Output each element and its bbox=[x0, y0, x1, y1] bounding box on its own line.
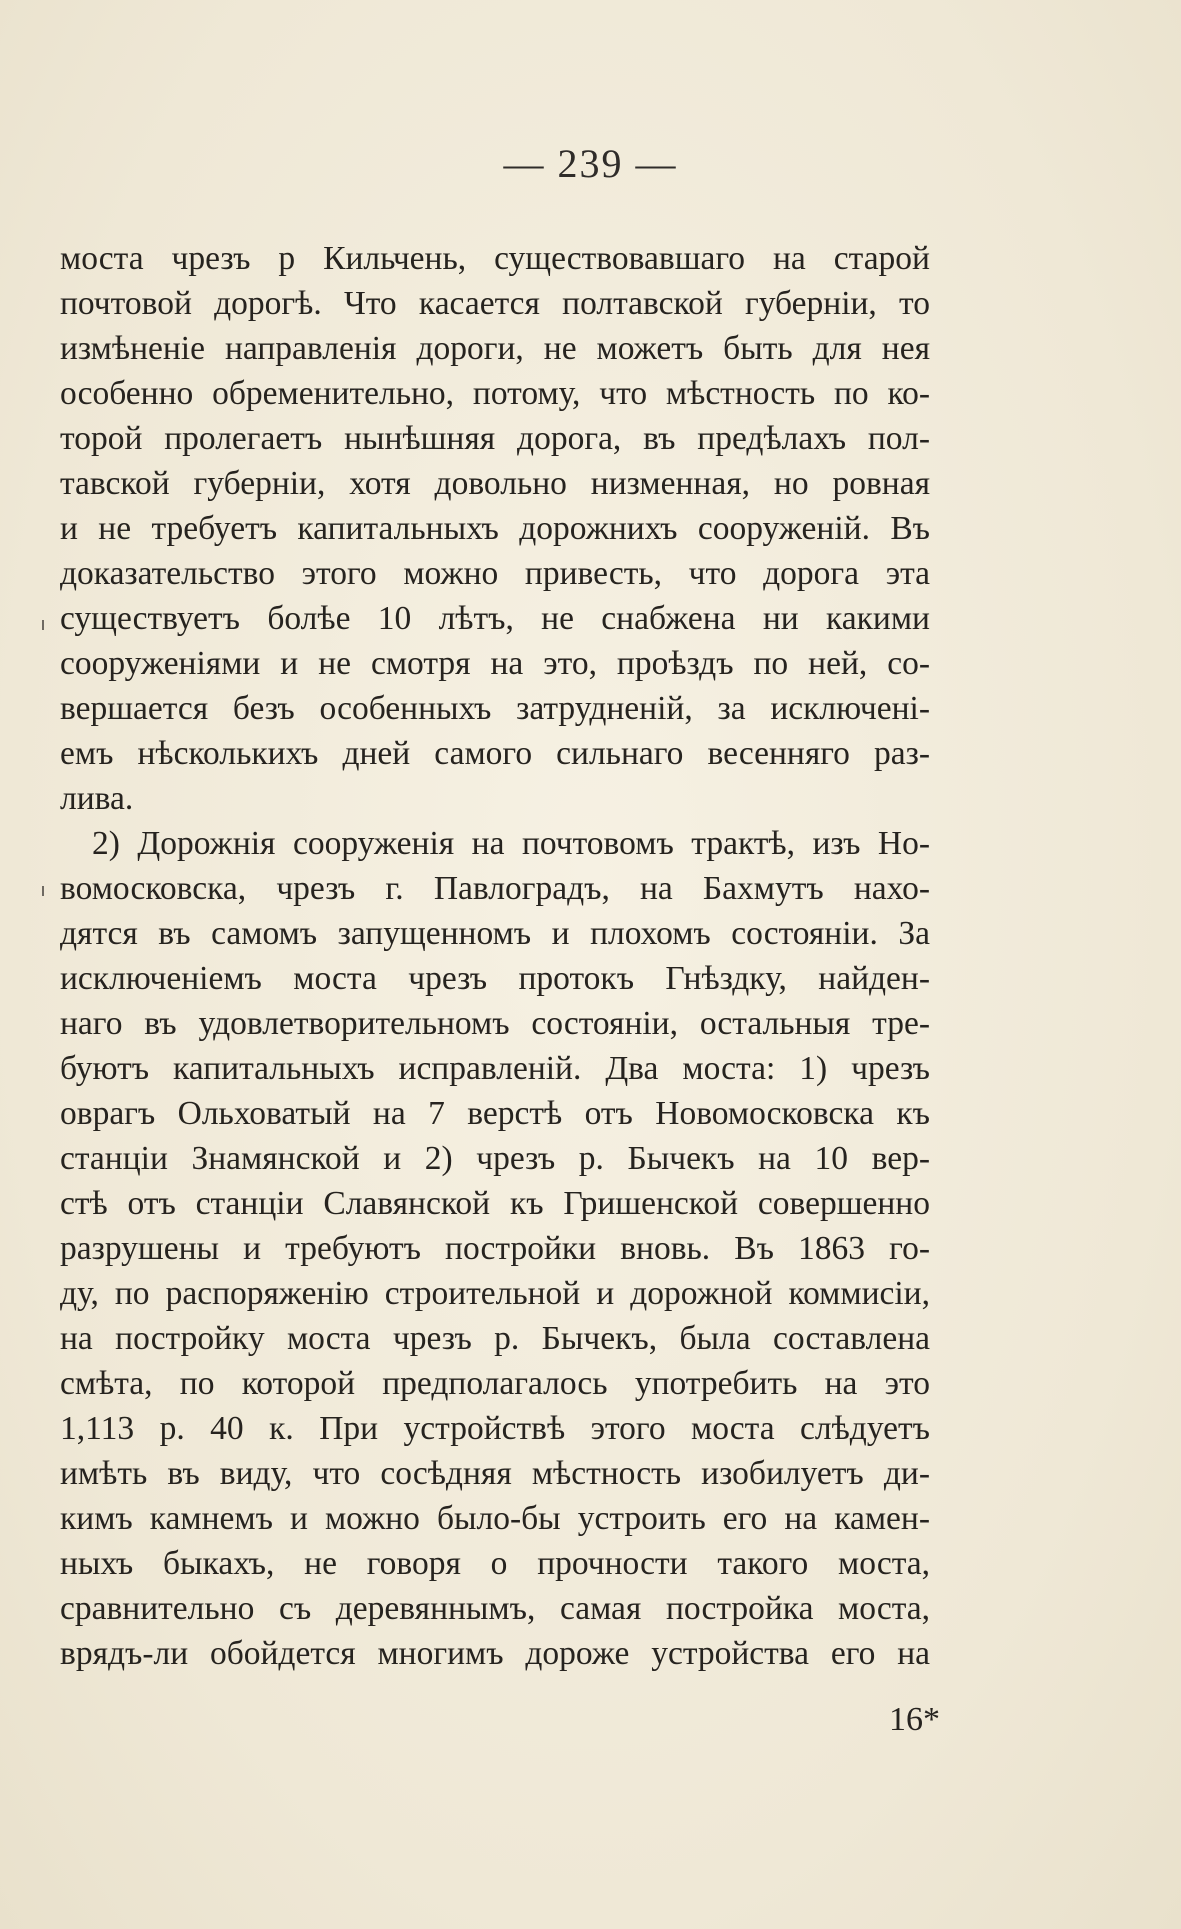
text-line: лива. bbox=[60, 780, 134, 817]
text-line: смѣта, по которой предполагалось употребить на это bbox=[60, 1365, 930, 1402]
margin-mark bbox=[42, 620, 44, 630]
text-line: торой пролегаетъ нынѣшняя дорога, въ предѣлахъ пол- bbox=[60, 420, 930, 457]
text-line: 2) Дорожнія сооруженія на почтовомъ трактѣ, изъ Но- bbox=[92, 825, 930, 862]
text-line: 1,113 р. 40 к. При устройствѣ этого моста слѣдуетъ bbox=[60, 1410, 930, 1447]
text-line: вершается безъ особенныхъ затрудненій, за исключені- bbox=[60, 690, 930, 727]
text-line: почтовой дорогѣ. Что касается полтавской губерніи, то bbox=[60, 285, 930, 322]
text-line: особенно обременительно, потому, что мѣстность по ко- bbox=[60, 375, 930, 412]
text-line: исключеніемъ моста чрезъ протокъ Гнѣздку, найден- bbox=[60, 960, 930, 997]
page-number-header: — 239 — bbox=[503, 141, 678, 186]
text-line: вомосковска, чрезъ г. Павлоградъ, на Бахмутъ нахо- bbox=[60, 870, 930, 907]
text-line: ду, по распоряженію строительной и дорожной коммисіи, bbox=[60, 1275, 930, 1312]
text-line: тавской губерніи, хотя довольно низменная, но ровная bbox=[60, 465, 930, 502]
text-line: дятся въ самомъ запущенномъ и плохомъ состояніи. За bbox=[60, 915, 930, 952]
text-line: врядъ-ли обойдется многимъ дороже устройства его на bbox=[60, 1635, 930, 1672]
body-text bbox=[60, 236, 930, 1676]
text-line: на постройку моста чрезъ р. Бычекъ, была составлена bbox=[60, 1320, 930, 1357]
text-line: ныхъ быкахъ, не говоря о прочности такого моста, bbox=[60, 1545, 930, 1582]
text-line: кимъ камнемъ и можно было-бы устроить его на камен- bbox=[60, 1500, 930, 1537]
text-line: имѣть въ виду, что сосѣдняя мѣстность изобилуетъ ди- bbox=[60, 1455, 930, 1492]
text-line: наго въ удовлетворительномъ состояніи, остальныя тре- bbox=[60, 1005, 930, 1042]
text-line: и не требуетъ капитальныхъ дорожнихъ сооруженій. Въ bbox=[60, 510, 930, 547]
text-line: стѣ отъ станціи Славянской къ Гришенской совершенно bbox=[60, 1185, 930, 1222]
text-line: разрушены и требуютъ постройки вновь. Въ 1863 го- bbox=[60, 1230, 930, 1267]
text-line: измѣненіе направленія дороги, не можетъ быть для нея bbox=[60, 330, 930, 367]
text-line: буютъ капитальныхъ исправленій. Два моста: 1) чрезъ bbox=[60, 1050, 930, 1087]
text-line: доказательство этого можно привесть, что дорога эта bbox=[60, 555, 930, 592]
margin-mark bbox=[42, 886, 44, 896]
text-line: емъ нѣсколькихъ дней самого сильнаго весенняго раз- bbox=[60, 735, 930, 772]
text-line: существуетъ болѣе 10 лѣтъ, не снабжена ни какими bbox=[60, 600, 930, 637]
text-line: моста чрезъ р Кильчень, существовавшаго на старой bbox=[60, 240, 930, 277]
text-line: оврагъ Ольховатый на 7 верстѣ отъ Новомосковска къ bbox=[60, 1095, 930, 1132]
text-line: станціи Знамянской и 2) чрезъ р. Бычекъ на 10 вер- bbox=[60, 1140, 930, 1177]
text-line: сооруженіями и не смотря на это, проѣздъ по ней, со- bbox=[60, 645, 930, 682]
text-line: сравнительно съ деревяннымъ, самая постройка моста, bbox=[60, 1590, 930, 1627]
signature-mark: 16* bbox=[889, 1701, 940, 1738]
